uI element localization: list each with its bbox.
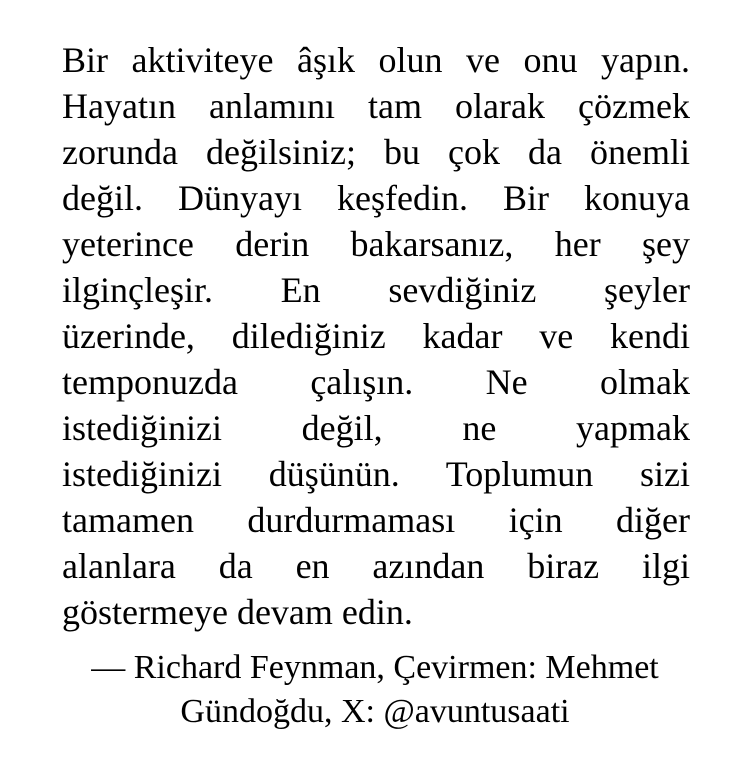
quote-line: ilginçleşir. En sevdiğiniz şeyler [62, 270, 690, 310]
quote-line: temponuzda çalışın. Ne olmak [62, 362, 690, 402]
quote-line: istediğinizi değil, ne yapmak [62, 408, 690, 448]
quote-line: Hayatın anlamını tam olarak çözmek [62, 86, 690, 126]
quote-line: yeterince derin bakarsanız, her şey [62, 224, 690, 264]
quote-line: istediğinizi düşünün. Toplumun sizi [62, 454, 690, 494]
quote-line: Bir aktiviteye âşık olun ve onu yapın. [62, 40, 690, 80]
quote-line: değil. Dünyayı keşfedin. Bir konuya [62, 178, 690, 218]
quote-line: alanlara da en azından biraz ilgi [62, 546, 690, 586]
quote-line: üzerinde, dilediğiniz kadar ve kendi [62, 316, 690, 356]
quote-line: göstermeye devam edin. [62, 592, 413, 632]
quote-line: zorunda değilsiniz; bu çok da önemli [62, 132, 690, 172]
quote-line: tamamen durdurmaması için diğer [62, 500, 690, 540]
attribution-author-line: — Richard Feynman, Çevirmen: Mehmet [91, 649, 659, 686]
attribution-handle-line: Gündoğdu, X: @avuntusaati [180, 693, 570, 730]
